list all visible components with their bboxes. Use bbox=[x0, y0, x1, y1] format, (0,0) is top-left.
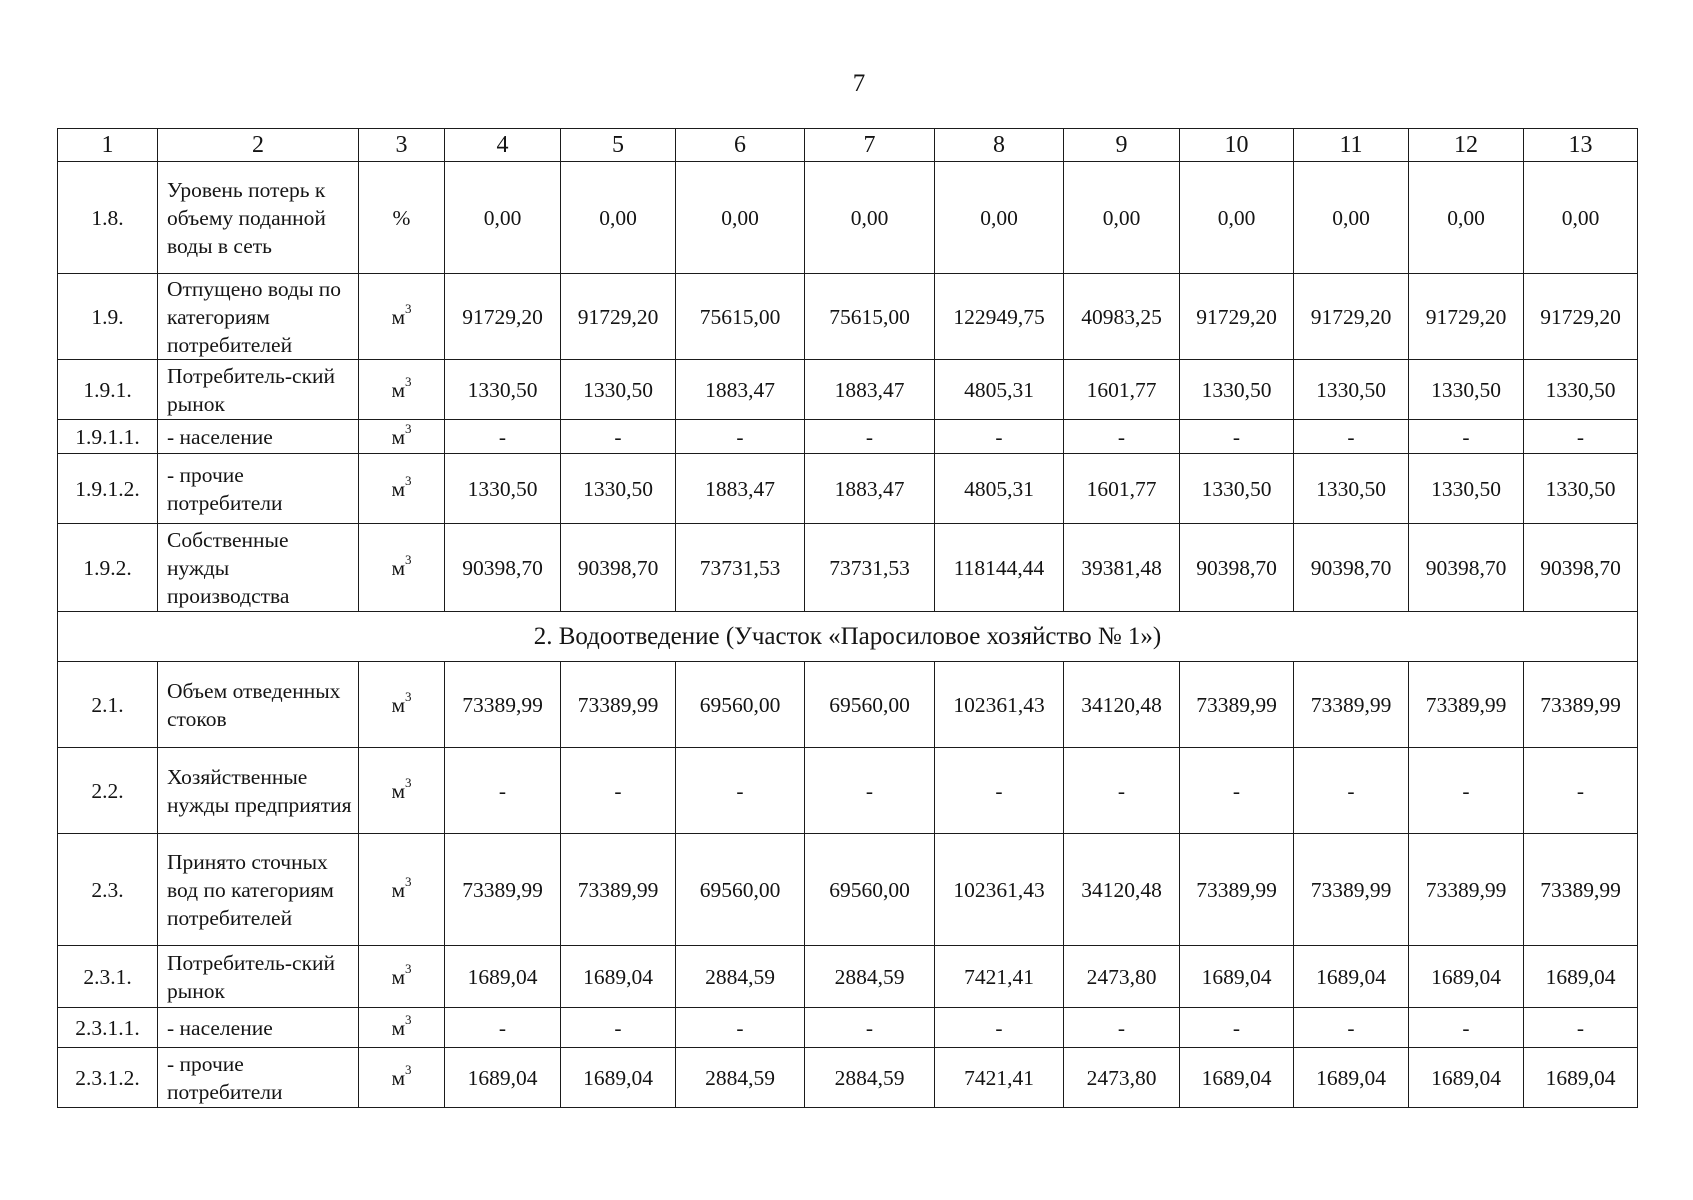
column-number-cell: 11 bbox=[1294, 129, 1409, 162]
value-cell: - bbox=[1409, 1008, 1524, 1048]
value-cell: 0,00 bbox=[935, 162, 1064, 274]
unit-label: м bbox=[391, 377, 406, 402]
unit-label: м bbox=[391, 778, 406, 803]
indicator-name-cell: Собственные нужды производства bbox=[158, 524, 359, 612]
row-code-cell: 1.9. bbox=[58, 274, 158, 360]
value-cell: 73389,99 bbox=[1180, 662, 1294, 748]
value-cell: 73389,99 bbox=[1409, 662, 1524, 748]
value-cell: 90398,70 bbox=[1524, 524, 1638, 612]
value-cell: 40983,25 bbox=[1064, 274, 1180, 360]
table-row bbox=[58, 834, 1638, 946]
unit-label: м bbox=[391, 304, 406, 329]
unit-label: м bbox=[391, 1015, 406, 1040]
value-cell: 73389,99 bbox=[445, 662, 561, 748]
value-cell: 90398,70 bbox=[445, 524, 561, 612]
value-cell: 73731,53 bbox=[676, 524, 805, 612]
value-cell: - bbox=[935, 1008, 1064, 1048]
value-cell: 1689,04 bbox=[1409, 946, 1524, 1008]
unit-exponent: 3 bbox=[405, 552, 412, 568]
indicator-name-cell: Отпущено воды по категориям потребителей bbox=[158, 274, 359, 360]
unit-label: м bbox=[391, 1065, 406, 1090]
unit-cell bbox=[359, 946, 445, 1008]
table-row bbox=[58, 1048, 1638, 1108]
value-cell: 118144,44 bbox=[935, 524, 1064, 612]
value-cell: - bbox=[805, 1008, 935, 1048]
column-number-cell: 12 bbox=[1409, 129, 1524, 162]
value-cell: 0,00 bbox=[561, 162, 676, 274]
value-cell: - bbox=[445, 748, 561, 834]
table-row bbox=[58, 1008, 1638, 1048]
value-cell: 69560,00 bbox=[676, 834, 805, 946]
table-header-row bbox=[58, 129, 1638, 162]
value-cell: 69560,00 bbox=[805, 662, 935, 748]
value-cell: 2473,80 bbox=[1064, 1048, 1180, 1108]
value-cell: 2473,80 bbox=[1064, 946, 1180, 1008]
unit-exponent: 3 bbox=[405, 689, 412, 705]
column-number-cell: 3 bbox=[359, 129, 445, 162]
unit-label: м bbox=[391, 692, 406, 717]
table-row bbox=[58, 274, 1638, 360]
indicator-name-cell: Потребитель-ский рынок bbox=[158, 360, 359, 420]
row-code-cell: 2.1. bbox=[58, 662, 158, 748]
value-cell: - bbox=[1294, 420, 1409, 454]
value-cell: - bbox=[676, 748, 805, 834]
value-cell: 0,00 bbox=[1409, 162, 1524, 274]
value-cell: 1883,47 bbox=[805, 454, 935, 524]
value-cell: - bbox=[676, 420, 805, 454]
value-cell: 4805,31 bbox=[935, 360, 1064, 420]
value-cell: 1689,04 bbox=[445, 946, 561, 1008]
value-cell: 1601,77 bbox=[1064, 360, 1180, 420]
value-cell: - bbox=[1409, 420, 1524, 454]
value-cell: - bbox=[1180, 748, 1294, 834]
unit-exponent: 3 bbox=[405, 961, 412, 977]
value-cell: 73389,99 bbox=[561, 662, 676, 748]
indicator-name-cell: - прочие потребители bbox=[158, 1048, 359, 1108]
value-cell: 34120,48 bbox=[1064, 662, 1180, 748]
value-cell: - bbox=[1524, 1008, 1638, 1048]
unit-cell bbox=[359, 420, 445, 454]
value-cell: - bbox=[805, 748, 935, 834]
value-cell: - bbox=[561, 748, 676, 834]
value-cell: 73389,99 bbox=[1409, 834, 1524, 946]
value-cell: - bbox=[1294, 1008, 1409, 1048]
value-cell: 1689,04 bbox=[561, 1048, 676, 1108]
value-cell: 1601,77 bbox=[1064, 454, 1180, 524]
value-cell: 0,00 bbox=[445, 162, 561, 274]
section-title: 2. Водоотведение (Участок «Паросиловое хозяйство № 1») bbox=[58, 612, 1638, 662]
row-code-cell: 1.9.1. bbox=[58, 360, 158, 420]
unit-label: м bbox=[391, 964, 406, 989]
row-code-cell: 2.2. bbox=[58, 748, 158, 834]
section-header-row bbox=[58, 612, 1638, 662]
value-cell: 0,00 bbox=[1294, 162, 1409, 274]
row-code-cell: 1.9.2. bbox=[58, 524, 158, 612]
value-cell: - bbox=[676, 1008, 805, 1048]
value-cell: 73731,53 bbox=[805, 524, 935, 612]
value-cell: - bbox=[1064, 420, 1180, 454]
unit-exponent: 3 bbox=[405, 374, 412, 390]
unit-label: м bbox=[391, 476, 406, 501]
value-cell: 1689,04 bbox=[1409, 1048, 1524, 1108]
value-cell: 0,00 bbox=[1524, 162, 1638, 274]
column-number-cell: 10 bbox=[1180, 129, 1294, 162]
column-number-cell: 1 bbox=[58, 129, 158, 162]
table-body bbox=[58, 129, 1638, 1108]
value-cell: - bbox=[1064, 748, 1180, 834]
column-number-cell: 5 bbox=[561, 129, 676, 162]
value-cell: 1330,50 bbox=[1409, 454, 1524, 524]
table-row bbox=[58, 360, 1638, 420]
value-cell: 7421,41 bbox=[935, 946, 1064, 1008]
unit-cell bbox=[359, 360, 445, 420]
value-cell: - bbox=[445, 1008, 561, 1048]
value-cell: 1689,04 bbox=[1524, 946, 1638, 1008]
value-cell: 1330,50 bbox=[1409, 360, 1524, 420]
value-cell: 1689,04 bbox=[1294, 946, 1409, 1008]
unit-cell bbox=[359, 162, 445, 274]
value-cell: - bbox=[445, 420, 561, 454]
value-cell: 91729,20 bbox=[445, 274, 561, 360]
value-cell: 73389,99 bbox=[445, 834, 561, 946]
table-row bbox=[58, 162, 1638, 274]
value-cell: 1330,50 bbox=[561, 454, 676, 524]
value-cell: 1689,04 bbox=[445, 1048, 561, 1108]
unit-label: м bbox=[391, 555, 406, 580]
unit-cell bbox=[359, 454, 445, 524]
unit-exponent: 3 bbox=[405, 301, 412, 317]
value-cell: 91729,20 bbox=[1180, 274, 1294, 360]
column-number-cell: 7 bbox=[805, 129, 935, 162]
value-cell: 0,00 bbox=[805, 162, 935, 274]
value-cell: 4805,31 bbox=[935, 454, 1064, 524]
indicator-name-cell: Принято сточных вод по категориям потребителей bbox=[158, 834, 359, 946]
value-cell: 1689,04 bbox=[561, 946, 676, 1008]
value-cell: 91729,20 bbox=[1524, 274, 1638, 360]
value-cell: 2884,59 bbox=[805, 946, 935, 1008]
value-cell: 1689,04 bbox=[1180, 1048, 1294, 1108]
unit-exponent: 3 bbox=[405, 1012, 412, 1028]
value-cell: 90398,70 bbox=[1294, 524, 1409, 612]
value-cell: 91729,20 bbox=[561, 274, 676, 360]
unit-label: м bbox=[391, 424, 406, 449]
value-cell: 2884,59 bbox=[805, 1048, 935, 1108]
indicator-name-cell: Хозяйственные нужды предприятия bbox=[158, 748, 359, 834]
column-number-cell: 8 bbox=[935, 129, 1064, 162]
value-cell: 1689,04 bbox=[1180, 946, 1294, 1008]
indicator-name-cell: Уровень потерь к объему поданной воды в сеть bbox=[158, 162, 359, 274]
row-code-cell: 1.8. bbox=[58, 162, 158, 274]
row-code-cell: 2.3.1.2. bbox=[58, 1048, 158, 1108]
unit-exponent: 3 bbox=[405, 874, 412, 890]
value-cell: 34120,48 bbox=[1064, 834, 1180, 946]
value-cell: - bbox=[1064, 1008, 1180, 1048]
tariff-table bbox=[57, 128, 1638, 1108]
unit-cell bbox=[359, 662, 445, 748]
value-cell: 1883,47 bbox=[805, 360, 935, 420]
value-cell: - bbox=[1524, 748, 1638, 834]
row-code-cell: 2.3. bbox=[58, 834, 158, 946]
value-cell: - bbox=[1180, 1008, 1294, 1048]
value-cell: 73389,99 bbox=[1524, 834, 1638, 946]
value-cell: 102361,43 bbox=[935, 662, 1064, 748]
value-cell: 1883,47 bbox=[676, 454, 805, 524]
value-cell: 0,00 bbox=[1180, 162, 1294, 274]
value-cell: 90398,70 bbox=[1180, 524, 1294, 612]
column-number-cell: 6 bbox=[676, 129, 805, 162]
value-cell: 1689,04 bbox=[1524, 1048, 1638, 1108]
value-cell: 1689,04 bbox=[1294, 1048, 1409, 1108]
value-cell: 1330,50 bbox=[1294, 360, 1409, 420]
value-cell: 90398,70 bbox=[1409, 524, 1524, 612]
value-cell: 1330,50 bbox=[1524, 454, 1638, 524]
page-number: 7 bbox=[852, 70, 866, 97]
unit-cell bbox=[359, 1048, 445, 1108]
unit-cell bbox=[359, 524, 445, 612]
table-row bbox=[58, 946, 1638, 1008]
column-number-cell: 9 bbox=[1064, 129, 1180, 162]
value-cell: 102361,43 bbox=[935, 834, 1064, 946]
table-row bbox=[58, 454, 1638, 524]
value-cell: 69560,00 bbox=[676, 662, 805, 748]
value-cell: 90398,70 bbox=[561, 524, 676, 612]
value-cell: 122949,75 bbox=[935, 274, 1064, 360]
value-cell: 1330,50 bbox=[1524, 360, 1638, 420]
unit-exponent: 3 bbox=[405, 775, 412, 791]
value-cell: - bbox=[1524, 420, 1638, 454]
value-cell: 2884,59 bbox=[676, 946, 805, 1008]
value-cell: 69560,00 bbox=[805, 834, 935, 946]
value-cell: 7421,41 bbox=[935, 1048, 1064, 1108]
value-cell: 1330,50 bbox=[445, 360, 561, 420]
value-cell: 1330,50 bbox=[1294, 454, 1409, 524]
unit-exponent: 3 bbox=[405, 1062, 412, 1078]
value-cell: 75615,00 bbox=[805, 274, 935, 360]
column-number-cell: 2 bbox=[158, 129, 359, 162]
unit-label: % bbox=[392, 205, 411, 230]
indicator-name-cell: - прочие потребители bbox=[158, 454, 359, 524]
unit-cell bbox=[359, 274, 445, 360]
value-cell: 1330,50 bbox=[445, 454, 561, 524]
table-row bbox=[58, 524, 1638, 612]
column-number-cell: 13 bbox=[1524, 129, 1638, 162]
value-cell: - bbox=[1180, 420, 1294, 454]
value-cell: 2884,59 bbox=[676, 1048, 805, 1108]
row-code-cell: 1.9.1.1. bbox=[58, 420, 158, 454]
row-code-cell: 1.9.1.2. bbox=[58, 454, 158, 524]
value-cell: 73389,99 bbox=[1180, 834, 1294, 946]
indicator-name-cell: - население bbox=[158, 420, 359, 454]
value-cell: 91729,20 bbox=[1409, 274, 1524, 360]
value-cell: - bbox=[935, 420, 1064, 454]
unit-exponent: 3 bbox=[405, 421, 412, 437]
value-cell: - bbox=[935, 748, 1064, 834]
column-number-cell: 4 bbox=[445, 129, 561, 162]
unit-cell bbox=[359, 834, 445, 946]
value-cell: 75615,00 bbox=[676, 274, 805, 360]
value-cell: 1330,50 bbox=[561, 360, 676, 420]
table-row bbox=[58, 748, 1638, 834]
table-row bbox=[58, 662, 1638, 748]
unit-cell bbox=[359, 748, 445, 834]
value-cell: - bbox=[1294, 748, 1409, 834]
value-cell: 1330,50 bbox=[1180, 454, 1294, 524]
value-cell: 73389,99 bbox=[1294, 834, 1409, 946]
value-cell: - bbox=[805, 420, 935, 454]
value-cell: 0,00 bbox=[676, 162, 805, 274]
unit-label: м bbox=[391, 877, 406, 902]
value-cell: - bbox=[1409, 748, 1524, 834]
indicator-name-cell: - население bbox=[158, 1008, 359, 1048]
value-cell: - bbox=[561, 420, 676, 454]
row-code-cell: 2.3.1. bbox=[58, 946, 158, 1008]
value-cell: - bbox=[561, 1008, 676, 1048]
table-row bbox=[58, 420, 1638, 454]
value-cell: 73389,99 bbox=[1524, 662, 1638, 748]
row-code-cell: 2.3.1.1. bbox=[58, 1008, 158, 1048]
value-cell: 91729,20 bbox=[1294, 274, 1409, 360]
unit-cell bbox=[359, 1008, 445, 1048]
value-cell: 73389,99 bbox=[561, 834, 676, 946]
value-cell: 1330,50 bbox=[1180, 360, 1294, 420]
value-cell: 73389,99 bbox=[1294, 662, 1409, 748]
indicator-name-cell: Потребитель-ский рынок bbox=[158, 946, 359, 1008]
indicator-name-cell: Объем отведенных стоков bbox=[158, 662, 359, 748]
value-cell: 1883,47 bbox=[676, 360, 805, 420]
value-cell: 39381,48 bbox=[1064, 524, 1180, 612]
value-cell: 0,00 bbox=[1064, 162, 1180, 274]
unit-exponent: 3 bbox=[405, 473, 412, 489]
